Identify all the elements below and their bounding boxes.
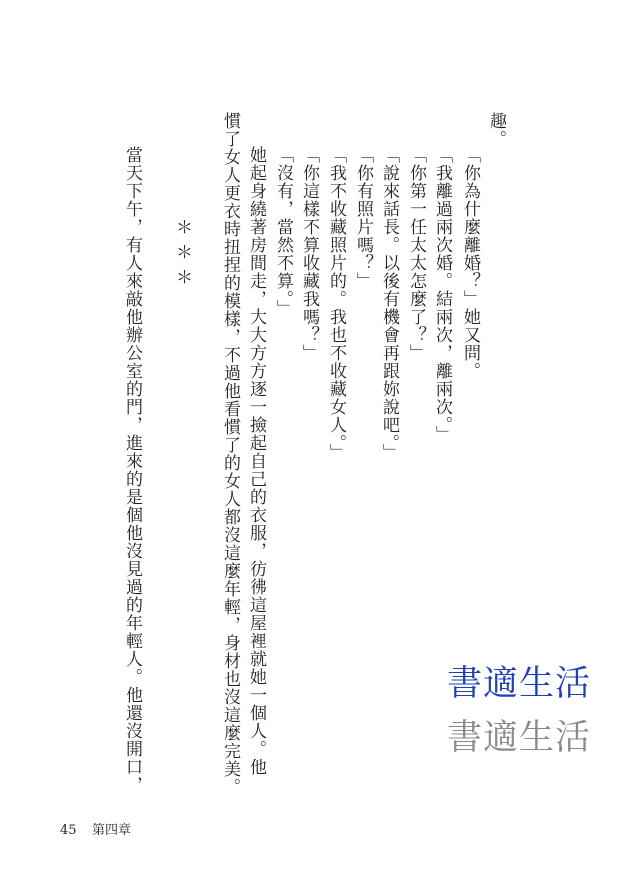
text-column-1: 趣。	[486, 112, 506, 148]
page-number: 45	[60, 823, 77, 838]
section-break-stars: ＊＊＊	[172, 218, 192, 293]
text-column-3: 「我離過兩次婚。結兩次，離兩次。」	[432, 146, 452, 444]
text-column-11: 慣了女人更衣時扭捏的模樣，不過他看慣了的女人都沒這麼年輕，身材也沒這麼完美。	[220, 112, 240, 796]
publisher-watermark-primary: 書適生活	[446, 664, 591, 704]
text-column-7: 「我不收藏照片的。我也不收藏女人。」	[326, 146, 346, 462]
text-column-9: 「沒有，當然不算。」	[273, 146, 293, 318]
chapter-title: 第四章	[92, 823, 132, 838]
text-column-5: 「說來話長。以後有機會再跟妳說吧。」	[379, 146, 399, 462]
text-column-8: 「你這樣不算收藏我嗎？」	[299, 146, 319, 362]
text-column-2: 「你為什麼離婚？」她又問。	[460, 146, 480, 380]
text-column-6: 「你有照片嗎？」	[353, 146, 373, 290]
text-column-12: 當天下午，有人來敲他辦公室的門，進來的是個他沒見過的年輕人。他還沒開口，	[122, 146, 142, 794]
publisher-watermark-secondary: 書適生活	[446, 718, 591, 758]
text-column-4: 「你第一任太太怎麼了？」	[406, 146, 426, 362]
text-column-10: 她起身繞著房間走，大大方方逐一撿起自己的衣服，彷彿這屋裡就她一個人。他	[246, 146, 266, 776]
